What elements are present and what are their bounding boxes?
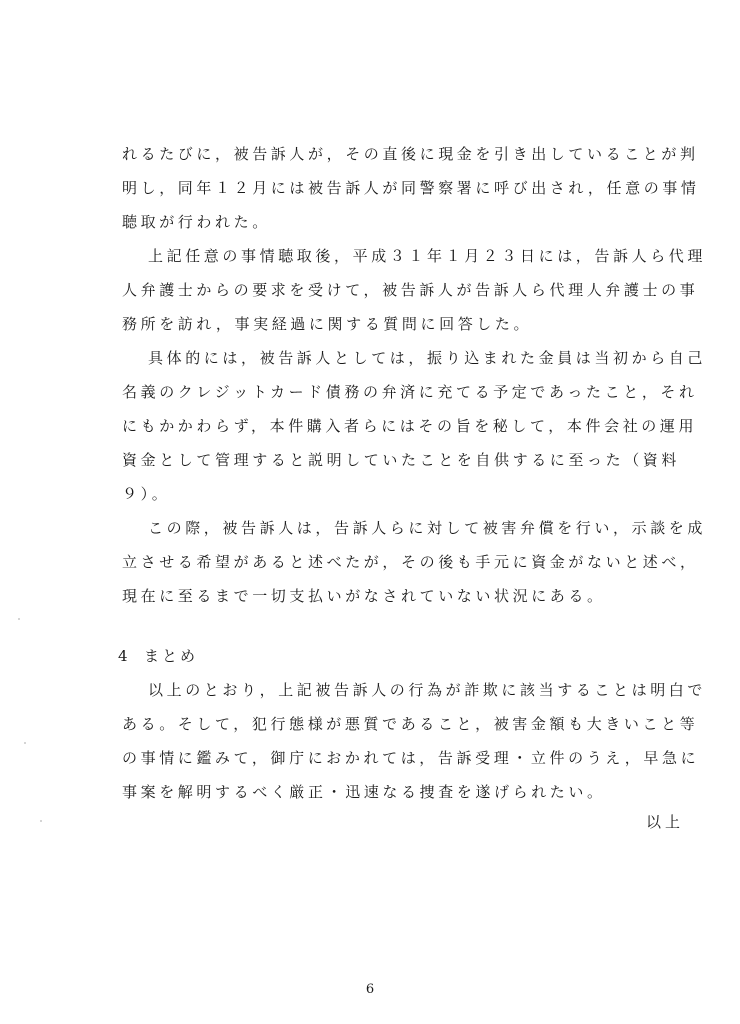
text-line: 務所を訪れ，事実経過に関する質問に回答した。 — [122, 315, 533, 333]
text-line: 人弁護士からの要求を受けて，被告訴人が告訴人ら代理人弁護士の事 — [122, 281, 699, 299]
text-line: の事情に鑑みて，御庁におかれては，告訴受理・立件のうえ，早急に — [122, 749, 700, 767]
text-line: にもかかわらず，本件購入者らにはその旨を秘して，本件会社の運用 — [122, 417, 698, 435]
text-line: 以上のとおり，上記被告訴人の行為が詐欺に該当することは明白で — [148, 681, 707, 699]
section-title: まとめ — [144, 647, 199, 665]
text-line: 具体的には，被告訴人としては，振り込まれた金員は当初から自己 — [148, 349, 707, 367]
text-line: 資金として管理すると説明していたことを自供するに至った（資料 — [122, 451, 681, 469]
text-line: この際，被告訴人は，告訴人らに対して被害弁償を行い，示談を成 — [148, 519, 707, 537]
text-line: ９）。 — [122, 485, 171, 503]
section-number: 4 — [118, 647, 131, 665]
scan-speck — [24, 742, 26, 744]
page-number: 6 — [365, 982, 375, 997]
text-line: れるたびに，被告訴人が，その直後に現金を引き出していることが判 — [122, 145, 699, 163]
text-line: ある。そして，犯行態様が悪質であること，被害金額も大きいこと等 — [122, 715, 699, 733]
scan-speck — [18, 618, 20, 620]
text-line: 事案を解明するべく厳正・迅速なる捜査を遂げられたい。 — [122, 783, 606, 801]
text-line: 上記任意の事情聴取後，平成３１年１月２３日には，告訴人ら代理 — [148, 247, 707, 265]
text-line: 立させる希望があると述べたが，その後も手元に資金がないと述べ， — [122, 553, 699, 571]
text-line: 聴取が行われた。 — [122, 213, 271, 231]
text-line: 現在に至るまで一切支払いがなされていない状況にある。 — [122, 587, 606, 605]
section-heading — [118, 646, 198, 666]
text-line: 明し，同年１２月には被告訴人が同警察署に呼び出され，任意の事情 — [122, 179, 700, 197]
scan-speck — [40, 820, 42, 822]
text-line: 名義のクレジットカード債務の弁済に充てる予定であったこと，それ — [122, 383, 698, 401]
closing-text: 以上 — [645, 813, 684, 831]
